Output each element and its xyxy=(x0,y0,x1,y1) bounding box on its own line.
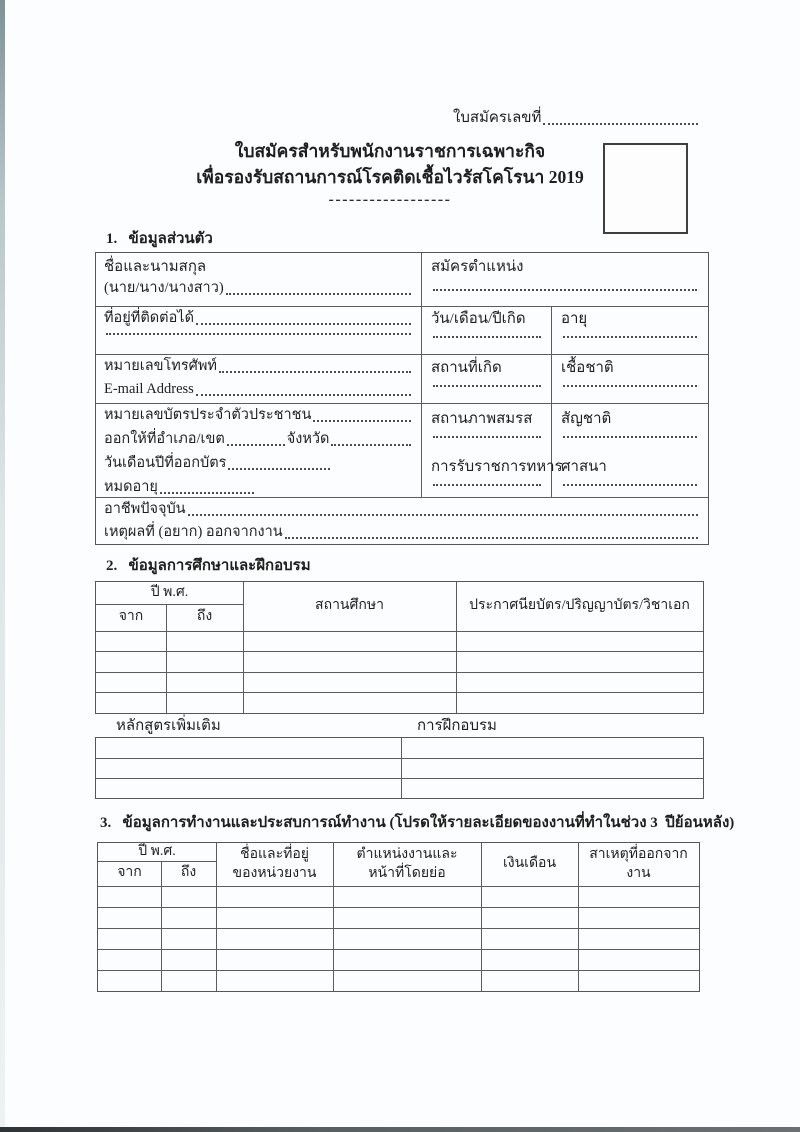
name-fill-row xyxy=(104,279,413,298)
work-position-header xyxy=(333,843,481,886)
education-table xyxy=(95,581,704,714)
address-label: ที่อยู่ที่ติดต่อได้ xyxy=(104,310,194,326)
grid-line xyxy=(98,970,699,971)
grid-line xyxy=(96,651,703,652)
marital-label: สถานภาพสมรส xyxy=(431,411,533,427)
race-blank-row xyxy=(561,385,699,390)
birth-place-blank xyxy=(433,385,541,387)
work-year-header: ปี พ.ศ. xyxy=(138,843,176,859)
application-number-row xyxy=(453,109,700,128)
grid-line xyxy=(421,253,422,497)
form-title-line1: ใบสมัครสำหรับพนักงานราชการเฉพาะกิจ xyxy=(234,141,546,161)
occupation-blank xyxy=(188,514,698,516)
occupation-label: อาชีพปัจจุบัน xyxy=(104,501,186,517)
work-position-header-line1: ตำแหน่งงานและ xyxy=(356,847,458,863)
expire-fill-row xyxy=(104,478,256,497)
title-divider-dashes: ------------------ xyxy=(328,191,452,208)
grid-line xyxy=(96,778,703,779)
grid-line xyxy=(96,758,703,759)
resign-reason-label: เหตุผลที่ (อยาก) ออกจากงาน xyxy=(104,524,283,540)
phone-label: หมายเลขโทรศัพท์ xyxy=(104,358,217,374)
email-blank xyxy=(196,394,411,396)
religion-blank-row xyxy=(561,484,699,489)
phone-fill-row xyxy=(104,357,413,376)
issued-at-blank xyxy=(227,444,285,446)
nationality-label: สัญชาติ xyxy=(561,411,612,427)
military-blank xyxy=(433,484,541,486)
religion-blank xyxy=(563,484,697,486)
apply-position-blank xyxy=(433,289,697,291)
military-blank-row xyxy=(431,484,543,489)
address-blank xyxy=(196,323,411,325)
work-position-header-line2: หน้าที่โดยย่อ xyxy=(368,865,446,881)
address-fill-row xyxy=(104,309,413,328)
address-blank-2 xyxy=(106,333,411,335)
grid-line xyxy=(96,692,703,693)
grid-line xyxy=(96,631,703,632)
section2-heading: 2. ข้อมูลการศึกษาและฝึกอบรม xyxy=(106,558,311,574)
work-salary-header: เงินเดือน xyxy=(502,856,557,872)
grid-line xyxy=(98,949,699,950)
extra-course-label: หลักสูตรเพิ่มเติม xyxy=(116,718,221,734)
age-blank xyxy=(563,336,697,338)
phone-blank xyxy=(219,371,411,373)
birth-place-blank-row xyxy=(431,385,543,390)
grid-line xyxy=(98,886,699,887)
form-title-line2: เพื่อรองรับสถานการณ์โรคติดเชื้อไวรัสโคโรนา 2019 xyxy=(196,167,584,187)
extra-course-table xyxy=(95,737,704,799)
national-id-label: หมายเลขบัตรประจำตัวประชาชน xyxy=(104,407,312,423)
national-id-fill-row xyxy=(104,406,413,425)
grid-line xyxy=(98,928,699,929)
religion-label: ศาสนา xyxy=(561,459,607,475)
issued-at-label: ออกให้ที่อำเภอ/เขต xyxy=(104,431,225,447)
expire-blank xyxy=(160,492,254,494)
resign-reason-blank xyxy=(285,537,698,539)
national-id-blank xyxy=(313,420,411,422)
name-prefix-label: (นาย/นาง/นางสาว) xyxy=(104,280,224,296)
section1-heading: 1. ข้อมูลส่วนตัว xyxy=(106,231,213,247)
grid-line xyxy=(96,354,708,355)
work-history-table xyxy=(97,842,700,992)
grid-line xyxy=(401,738,402,798)
edu-from-header: จาก xyxy=(118,609,144,625)
grid-line xyxy=(96,672,703,673)
apply-position-label: สมัครตำแหน่ง xyxy=(431,259,524,275)
province-blank xyxy=(331,444,411,446)
grid-line xyxy=(96,306,708,307)
edu-institution-header: สถานศึกษา xyxy=(315,598,384,614)
name-label: ชื่อและนามสกุล xyxy=(104,259,207,275)
address-blank-row2 xyxy=(104,333,413,338)
work-employer-header-line2: ของหน่วยงาน xyxy=(232,865,317,881)
email-label: E-mail Address xyxy=(104,381,194,397)
resign-reason-fill-row xyxy=(104,523,700,542)
work-employer-header-line1: ชื่อและที่อยู่ xyxy=(240,847,309,863)
nationality-blank-row xyxy=(561,436,699,441)
grid-line xyxy=(96,497,708,498)
issued-at-fill-row xyxy=(104,430,413,449)
training-label: การฝึกอบรม xyxy=(417,718,497,734)
application-number-blank xyxy=(543,123,698,125)
work-to-header: ถึง xyxy=(180,865,197,881)
expire-label: หมดอายุ xyxy=(104,479,158,495)
race-label: เชื้อชาติ xyxy=(561,360,614,376)
birth-date-blank-row xyxy=(431,336,543,341)
grid-line xyxy=(98,907,699,908)
email-fill-row xyxy=(104,380,413,399)
issue-date-fill-row xyxy=(104,454,332,473)
birth-date-label: วัน/เดือน/ปีเกิด xyxy=(431,311,526,327)
apply-position-blank-row xyxy=(431,289,699,294)
name-blank xyxy=(226,293,411,295)
occupation-fill-row xyxy=(104,500,700,519)
scan-bottom-edge xyxy=(0,1127,800,1132)
marital-blank xyxy=(433,436,541,438)
military-label: การรับราชการทหาร xyxy=(431,459,563,475)
issue-date-label: วันเดือนปีที่ออกบัตร xyxy=(104,455,227,471)
photo-box xyxy=(603,143,688,234)
province-label: จังหวัด xyxy=(286,431,330,447)
edu-certificate-header: ประกาศนียบัตร/ปริญญาบัตร/วิชาเอก xyxy=(469,598,690,614)
section3-heading: 3. ข้อมูลการทำงานและประสบการณ์ทำงาน (โปรดให้รายละเอียดของงานที่ทำในช่วง 3 ปีย้อนหลัง) xyxy=(100,815,735,831)
edu-year-header: ปี พ.ศ. xyxy=(150,584,189,600)
marital-blank-row xyxy=(431,436,543,441)
grid-line xyxy=(96,403,708,404)
nationality-blank xyxy=(563,436,697,438)
issue-date-blank xyxy=(228,468,330,470)
age-blank-row xyxy=(561,336,699,341)
work-employer-header xyxy=(216,843,333,886)
birth-place-label: สถานที่เกิด xyxy=(431,360,502,376)
personal-info-table xyxy=(95,252,709,545)
age-label: อายุ xyxy=(561,311,588,327)
race-blank xyxy=(563,385,697,387)
work-from-header: จาก xyxy=(117,865,142,881)
application-number-label: ใบสมัครเลขที่ xyxy=(453,110,542,126)
birth-date-blank xyxy=(433,336,541,338)
work-resign-reason-header: สาเหตุที่ออกจากงาน xyxy=(589,847,688,881)
edu-to-header: ถึง xyxy=(196,609,213,625)
